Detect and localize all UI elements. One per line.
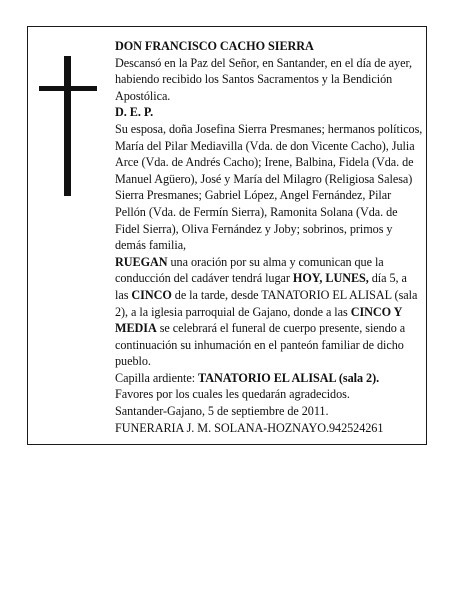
cross-horizontal-bar <box>39 86 97 91</box>
cinco-time: CINCO <box>131 287 172 302</box>
funeral-home-line: FUNERARIA J. M. SOLANA-HOZNAYO.942524261 <box>115 420 384 435</box>
request-text-3: de la tarde, desde TANATORIO EL ALISAL (sala 2), a la iglesia parroquial de Gajano, donde a las <box>115 287 418 319</box>
date-place-line: Santander-Gajano, 5 de septiembre de 2011. <box>115 404 329 419</box>
funeral-request <box>115 254 423 370</box>
rip-line: D. E. P. <box>115 105 154 120</box>
ruegan-label: RUEGAN <box>115 254 168 269</box>
thanks-line: Favores por los cuales les quedarán agradecidos. <box>115 387 350 402</box>
cross-icon <box>39 56 97 196</box>
request-text-2: día 5, a las <box>115 271 407 302</box>
family-list: Su esposa, doña Josefina Sierra Presmanes; hermanos políticos, María del Pilar Mediavilla (Vda. de don Vicente Cacho), Julia Arce (Vda. de Andrés Cacho); Irene, Balbina, Fidela (Vda. de Manuel Agüero), José y María del Milagro (Religiosa Salesa) Sierra Presmanes; Gabriel López, Angel Fernández, Pilar Pellón (Vda. de Fermín Sierra), Ramonita Solana (Vda. de Fidel Sierra), Oliva Fernández y Joby; sobrinos, primos y demás familia, <box>115 121 423 253</box>
hoy-lunes: HOY, LUNES, <box>292 271 369 286</box>
chapel-place: TANATORIO EL ALISAL (sala 2). <box>198 370 380 385</box>
obituary-text <box>115 38 423 436</box>
chapel-line <box>115 370 423 387</box>
chapel-label: Capilla ardiente: <box>115 370 199 385</box>
deceased-name: DON FRANCISCO CACHO SIERRA <box>115 39 314 53</box>
cinco-y-media-time: CINCO Y MEDIA <box>115 304 402 336</box>
request-text-4: se celebrará el funeral de cuerpo presente, siendo a continuación su inhumación en el panteón familiar de dicho pueblo. <box>115 321 406 369</box>
cross-vertical-bar <box>64 56 71 196</box>
death-statement: Descansó en la Paz del Señor, en Santander, en el día de ayer, habiendo recibido los Santos Sacramentos y la Bendición Apostólica. <box>115 55 412 103</box>
request-text-1: una oración por su alma y comunican que la conducción del cadáver tendrá lugar <box>115 254 384 286</box>
